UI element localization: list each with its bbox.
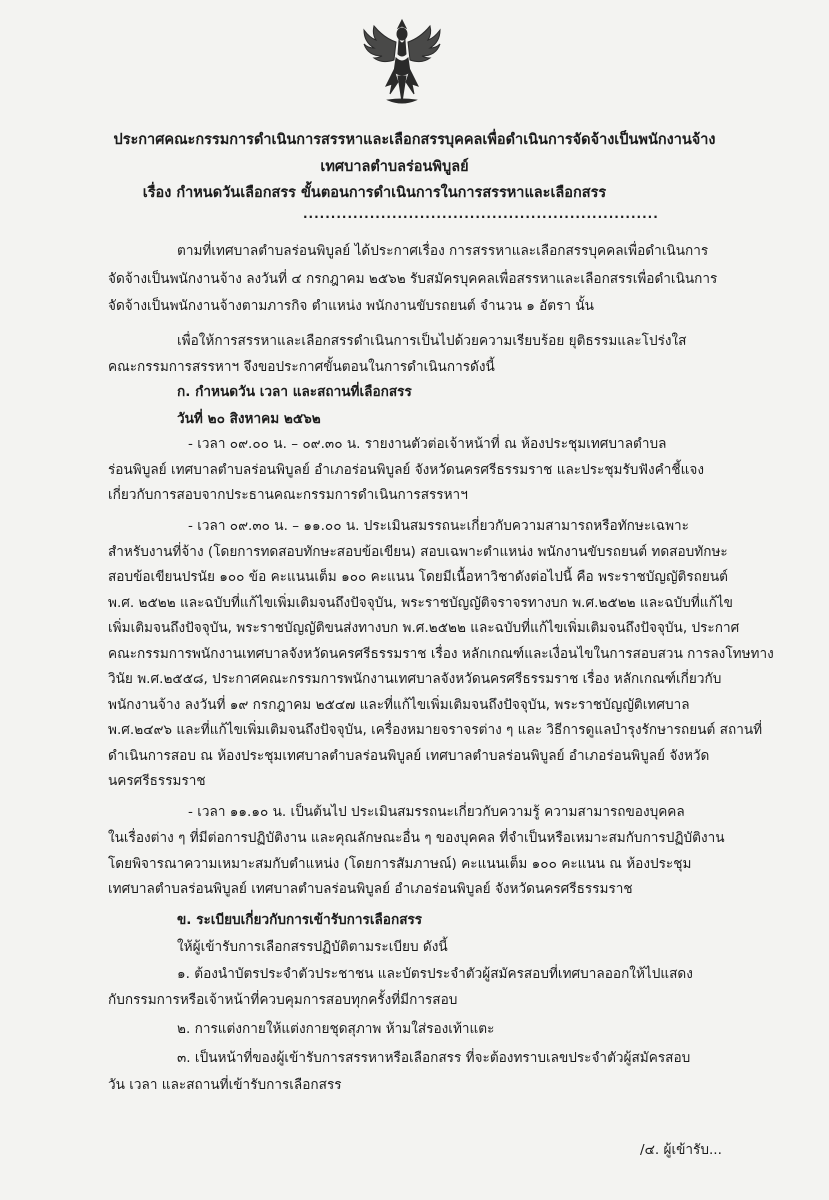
body-line: วินัย พ.ศ.๒๕๕๘, ประกาศคณะกรรมการพนักงานเทศบาลจังหวัดนครศรีธรรมราช เรื่อง หลักเกณฑ์เกี่ยวกับ xyxy=(108,671,722,687)
body-line: นครศรีธรรมราช xyxy=(108,773,206,789)
body-line: ร่อนพิบูลย์ เทศบาลตำบลร่อนพิบูลย์ อำเภอร่อนพิบูลย์ จังหวัดนครศรีธรรมราช และประชุมรับฟังคำชี้แจง xyxy=(108,462,705,478)
rule-item-3: ๓. เป็นหน้าที่ของผู้เข้ารับการสรรหาหรือเลือกสรร ที่จะต้องทราบเลขประจำตัวผู้สมัครสอบ xyxy=(177,1050,691,1066)
body-line: ให้ผู้เข้ารับการเลือกสรรปฏิบัติตามระเบียบ ดังนี้ xyxy=(177,939,448,955)
body-line: จัดจ้างเป็นพนักงานจ้าง ลงวันที่ ๔ กรกฎาคม ๒๕๖๒ รับสมัครบุคคลเพื่อสรรหาและเลือกสรรเพื่อดำเนินการ xyxy=(108,271,718,287)
body-line: ในเรื่องต่าง ๆ ที่มีต่อการปฏิบัติงาน และคุณลักษณะอื่น ๆ ของบุคคล ที่จำเป็นหรือเหมาะสมกับการปฏิบัติงาน xyxy=(108,830,725,846)
body-line: ตามที่เทศบาลตำบลร่อนพิบูลย์ ได้ประกาศเรื่อง การสรรหาและเลือกสรรบุคคลเพื่อดำเนินการ xyxy=(177,243,709,259)
body-line: เพื่อให้การสรรหาและเลือกสรรดำเนินการเป็นไปด้วยความเรียบร้อย ยุติธรรมและโปร่งใส xyxy=(177,333,687,349)
body-line: โดยพิจารณาความเหมาะสมกับตำแหน่ง (โดยการสัมภาษณ์) คะแนนเต็ม ๑๐๐ คะแนน ณ ห้องประชุม xyxy=(108,856,692,872)
rule-item-1: ๑. ต้องนำบัตรประจำตัวประชาชน และบัตรประจำตัวผู้สมัครสอบที่เทศบาลออกให้ไปแสดง xyxy=(177,966,693,982)
exam-date: วันที่ ๒๐ สิงหาคม ๒๕๖๒ xyxy=(177,411,321,427)
body-line: พนักงานจ้าง ลงวันที่ ๑๙ กรกฎาคม ๒๕๔๗ และที่แก้ไขเพิ่มเติมจนถึงปัจจุบัน, พระราชบัญญัติเทศบาล xyxy=(108,697,690,713)
body-line: พ.ศ. ๒๕๒๒ และฉบับที่แก้ไขเพิ่มเติมจนถึงปัจจุบัน, พระราชบัญญัติจราจรทางบก พ.ศ.๒๕๒๒ และฉบับที่แก้ไข xyxy=(108,595,733,611)
body-line: เพิ่มเติมจนถึงปัจจุบัน, พระราชบัญญัติขนส่งทางบก พ.ศ.๒๕๒๒ และฉบับที่แก้ไขเพิ่มเติมจนถึงปัจจุบัน, ประกาศ xyxy=(108,620,740,636)
body-line: กับกรรมการหรือเจ้าหน้าที่ควบคุมการสอบทุกครั้งที่มีการสอบ xyxy=(108,992,458,1008)
body-line: - เวลา ๐๙.๓๐ น. – ๑๑.๐๐ น. ประเมินสมรรถนะเกี่ยวกับความสามารถหรือทักษะเฉพาะ xyxy=(188,518,689,534)
municipality-name: เทศบาลตำบลร่อนพิบูลย์ xyxy=(320,159,469,175)
subject-line: เรื่อง กำหนดวันเลือกสรร ขั้นตอนการดำเนินการในการสรรหาและเลือกสรร xyxy=(142,185,607,201)
body-line: สำหรับงานที่จ้าง (โดยการทดสอบทักษะสอบข้อเขียน) สอบเฉพาะตำแหน่ง พนักงานขับรถยนต์ ทดสอบทักษะ xyxy=(108,544,728,560)
body-line: - เวลา ๐๙.๐๐ น. – ๐๙.๓๐ น. รายงานตัวต่อเจ้าหน้าที่ ณ ห้องประชุมเทศบาลตำบล xyxy=(188,436,667,452)
body-line: ดำเนินการสอบ ณ ห้องประชุมเทศบาลตำบลร่อนพิบูลย์ เทศบาลตำบลร่อนพิบูลย์ อำเภอร่อนพิบูลย์ จังหวัด xyxy=(108,748,710,764)
body-line: พ.ศ.๒๔๙๖ และที่แก้ไขเพิ่มเติมจนถึงปัจจุบัน, เครื่องหมายจราจรต่าง ๆ และ วิธีการดูแลบำรุงรักษารถยนต์ สถานที่ xyxy=(108,722,763,738)
continuation-marker: /๔. ผู้เข้ารับ... xyxy=(640,1142,722,1158)
garuda-emblem xyxy=(358,14,446,110)
announcement-title: ประกาศคณะกรรมการดำเนินการสรรหาและเลือกสรรบุคคลเพื่อดำเนินการจัดจ้างเป็นพนักงานจ้าง xyxy=(113,132,716,148)
body-line: - เวลา ๑๑.๑๐ น. เป็นต้นไป ประเมินสมรรถนะเกี่ยวกับความรู้ ความสามารถของบุคคล xyxy=(188,804,685,820)
body-line: เกี่ยวกับการสอบจากประธานคณะกรรมการดำเนินการสรรหาฯ xyxy=(108,487,468,503)
body-line: วัน เวลา และสถานที่เข้ารับการเลือกสรร xyxy=(108,1077,342,1093)
section-a-heading: ก. กำหนดวัน เวลา และสถานที่เลือกสรร xyxy=(177,384,412,400)
section-b-heading: ข. ระเบียบเกี่ยวกับการเข้ารับการเลือกสรร xyxy=(177,912,423,928)
rule-item-2: ๒. การแต่งกายให้แต่งกายชุดสุภาพ ห้ามใส่รองเท้าแตะ xyxy=(177,1021,495,1037)
body-line: คณะกรรมการพนักงานเทศบาลจังหวัดนครศรีธรรมราช เรื่อง หลักเกณฑ์และเงื่อนไขในการสอบสวน การลงโทษทาง xyxy=(108,646,774,662)
body-line: คณะกรรมการสรรหาฯ จึงขอประกาศขั้นตอนในการดำเนินการดังนี้ xyxy=(108,359,495,375)
body-line: จัดจ้างเป็นพนักงานจ้างตามภารกิจ ตำแหน่ง พนักงานขับรถยนต์ จำนวน ๑ อัตรา นั้น xyxy=(108,298,594,314)
body-line: สอบข้อเขียนปรนัย ๑๐๐ ข้อ คะแนนเต็ม ๑๐๐ คะแนน โดยมีเนื้อหาวิชาดังต่อไปนี้ คือ พระราชบัญญัติรถยนต์ xyxy=(108,569,729,585)
body-line: เทศบาลตำบลร่อนพิบูลย์ เทศบาลตำบลร่อนพิบูลย์ อำเภอร่อนพิบูลย์ จังหวัดนครศรีธรรมราช xyxy=(108,881,633,897)
separator-dots: ................................................................ xyxy=(303,207,659,221)
